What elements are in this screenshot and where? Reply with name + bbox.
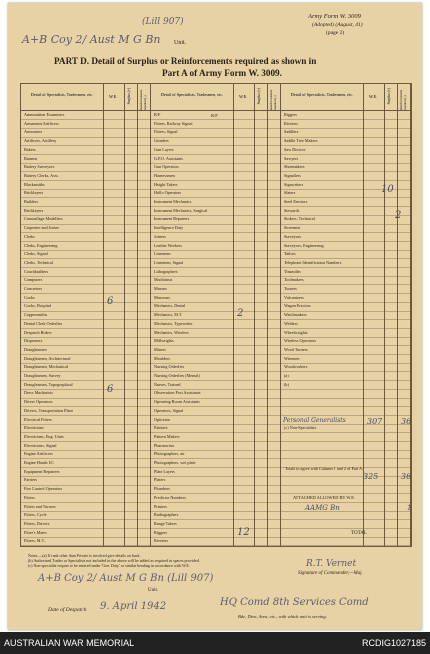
row-label: Battery Surveyors [24, 164, 55, 170]
form-ref-3: (page 2) [326, 30, 345, 36]
row-label: Dispensers [24, 338, 43, 344]
row-label: Toolmakers [284, 277, 304, 283]
row-label: Photographers, wet plate [154, 460, 196, 465]
row-label: Leather Workers [154, 242, 182, 248]
row-label: Platers [154, 477, 166, 483]
header-specialists: Detail of Specialists, Tradesmen, etc. [290, 92, 354, 97]
row-label: R/F [154, 112, 161, 117]
row-label: Gun Layers [154, 146, 174, 152]
value-mechanics-mt: 2 [237, 308, 244, 319]
row-label: Fitters, Drivers [24, 520, 50, 526]
value-totals-val1: 325 [363, 472, 379, 481]
row-label: Electricians [24, 425, 44, 431]
row-label: Electricians, Eng. Units [24, 433, 64, 439]
unit-footer-handwritten: A+B Coy 2/ Aust M G Bn (Lill 907) [38, 573, 214, 584]
header-specialists: Detail of Specialists, Tradesmen, etc. [30, 92, 94, 97]
row-label: Engine Hands I/C [24, 460, 55, 465]
row-label: Tailors [284, 251, 296, 257]
value-stokers: 2 [395, 210, 402, 221]
row-label: Printers [154, 503, 168, 509]
value-attached-val: AAMG Bn [305, 504, 340, 512]
row-label: Bricklayers [24, 207, 44, 213]
row-label: Fire Control Operators [24, 486, 63, 492]
row-label: Saw Doctors [284, 146, 306, 152]
row-label: Driver Operators [24, 399, 53, 405]
row-label: Fitter's Mates [24, 529, 47, 535]
note-3: (c) Non-specialist require to be entered under 'Gen. Duty' or similar heading in accordance with W.E. [28, 563, 190, 568]
row-label: Carpenter and Joiner [24, 225, 59, 231]
form-ref-1: Army Form W. 3009 [308, 13, 361, 20]
value-range-takers: 12 [237, 527, 250, 538]
row-label: Linesmen, Signal [154, 259, 184, 265]
row-label: Blacksmiths [24, 181, 45, 187]
row-label: Linesmen [154, 251, 171, 257]
header-specialists: Detail of Specialists, Tradesmen, etc. [160, 92, 224, 97]
value-non-specialists-val2: 36 [401, 417, 412, 426]
row-label: Moulders [154, 355, 171, 361]
detail-table [20, 83, 412, 547]
row-label: Wiremen [284, 355, 300, 361]
row-label: Nursing Orderlies [154, 364, 185, 370]
row-label: Height Takers [154, 181, 178, 187]
row-label: Turners [284, 286, 297, 291]
table-row [21, 536, 151, 546]
header-surplus: Surplus (+) [387, 88, 391, 105]
row-label: Slaters [284, 190, 296, 196]
row-label: Harnessmen [154, 172, 175, 178]
row-label: Wagon Erectors [284, 303, 311, 309]
row-label: Signwriters [284, 181, 304, 187]
row-label: Dress Machinists [24, 390, 53, 396]
column-header [151, 84, 281, 111]
row-label: Instrument Mechanics [154, 199, 192, 204]
row-label: Intelligence Duty [154, 225, 184, 231]
row-label: Mechanics, Wireless [154, 329, 189, 335]
value-draughtsmen-we: 6 [107, 384, 114, 395]
value-non-specialists-we: Personal Generalists [283, 417, 346, 424]
row-label: Batmen [24, 155, 38, 161]
note-2: (b) Authorised Trades or Specialists not included in the above will be added as required in spaces provided. [28, 558, 200, 563]
title-line-1: PART D. Detail of Surplus or Reinforcements required as shown in [54, 56, 317, 66]
row-label: Instrument Mechanics, Surgical [154, 207, 208, 213]
header-we: W.E. [239, 94, 248, 99]
row-label: Millwrights [154, 338, 174, 344]
table-column-1 [21, 84, 151, 546]
header-surplus: Surplus (+) [257, 88, 261, 105]
row-label: Coachbuilders [24, 268, 49, 274]
row-label: Clerks, Technical [24, 259, 54, 265]
row-label: Vulcanizers [284, 294, 304, 300]
totals-label: Totals to agree with Column 1 and 2 of Part A. [285, 466, 364, 471]
row-label: Observation Post Assistants [154, 390, 201, 396]
row-label: Fitters [24, 494, 35, 500]
row-label: Welders [284, 320, 298, 326]
signature-label: Signature of Commander,—Maj. [298, 571, 363, 576]
value-non-specialists-val1: 307 [367, 417, 383, 426]
header-reinforcements: Reinforcements required (-) [399, 89, 407, 110]
header-we: W.E. [369, 94, 378, 99]
column-header [281, 84, 411, 111]
columns-rf-marker: R/F [211, 113, 218, 118]
row-label: Predictor Numbers [154, 494, 186, 500]
row-label: (c) Non-Specialists [284, 425, 317, 431]
formation-handwritten: HQ Comd 8th Services Comd [220, 597, 369, 608]
row-label: Coppersmiths [24, 312, 48, 318]
row-label: Miners [154, 346, 166, 352]
row-label: (a) [284, 373, 289, 378]
row-label: Pharmacists [154, 442, 175, 448]
row-label: Range Takers [154, 520, 177, 526]
row-label: Concreters [24, 286, 43, 291]
dispatch-label: Date of Despatch [48, 607, 87, 613]
footer-left: AUSTRALIAN WAR MEMORIAL [4, 638, 135, 648]
row-label: Armourers [24, 129, 43, 135]
row-label: Saddlers [284, 129, 299, 135]
row-label: Engine Artificers [24, 451, 53, 457]
row-label: G.P.O. Assistants [154, 155, 183, 161]
row-label: Radiographers [154, 512, 179, 518]
row-label: Cooks [24, 294, 35, 300]
row-label: Camouflage Modellers [24, 216, 63, 222]
header-reinforcements: Reinforcements required (-) [139, 89, 147, 110]
row-label: Pattern Makers [154, 433, 180, 439]
row-label: Steel Erectors [284, 199, 308, 204]
row-label: Draughtsmen, Mechanical [24, 364, 69, 370]
unit-footer-label: Unit. [148, 588, 159, 593]
row-label: Stokers, Technical [284, 216, 315, 222]
row-label: Operators, Signal [154, 407, 184, 413]
archive-footer [0, 632, 430, 654]
row-label: Telephone Identification Numbers [284, 259, 342, 265]
row-label: Bricklayers [24, 190, 44, 196]
table-column-3 [281, 84, 411, 546]
row-label: Drivers, Transportation Plant [24, 407, 73, 413]
row-label: Wood Turners [284, 346, 308, 352]
table-row [151, 536, 281, 546]
unit-handwritten: A+B Coy 2/ Aust M G Bn [22, 33, 161, 46]
value-cooks-we: 6 [107, 296, 114, 307]
row-label: Battery Clerks, Asst. [24, 172, 59, 178]
row-label: Fitters, M.T. [24, 538, 45, 544]
row-label: Clerks, Signal [24, 251, 48, 257]
row-label: Armament Artificers [24, 120, 59, 126]
row-label: Riggers [284, 112, 298, 117]
total-label: TOTAL [351, 531, 367, 536]
row-label: Electricians, Signal [24, 442, 57, 448]
header-surplus: Surplus (+) [127, 88, 131, 105]
unit-note-handwritten: (Lill 907) [142, 17, 184, 27]
value-signallers: 10 [381, 184, 394, 195]
column-header [21, 84, 151, 111]
row-label: Sawyers [284, 155, 299, 161]
formation-label: Bde, Divn, Area, etc., with which unit is serving. [238, 614, 327, 619]
row-label: Grinders [154, 138, 169, 144]
row-label: Dental Clerk Orderlies [24, 320, 63, 326]
row-label: Cooks, Hospital [24, 303, 51, 309]
row-label: Plumbers [154, 486, 170, 492]
row-label: Nursing Orderlies (Mental) [154, 373, 200, 378]
row-label: Shoemakers [284, 164, 305, 170]
row-label: Fitters, Signal [154, 129, 178, 135]
row-label: Masseurs [154, 294, 170, 300]
row-label: Riggers [154, 529, 168, 535]
row-label: Opticians [154, 416, 171, 422]
row-label: Signallers [284, 172, 301, 178]
row-label: Draughtsmen, Architectural [24, 355, 71, 361]
table-row [281, 536, 411, 546]
row-label: Builders [24, 199, 39, 204]
row-label: Riveters [154, 538, 168, 544]
row-label: Wheelwrights [284, 329, 308, 335]
row-label: Mechanics, Typewriter [154, 320, 193, 326]
row-label: Fitters and Turners [24, 503, 56, 509]
row-label: Bakers [24, 146, 36, 152]
row-label: Lithographers [154, 268, 178, 274]
signature-handwritten: R.T. Vernet [306, 559, 357, 569]
row-label: Surveyors, Engineering [284, 242, 324, 248]
row-label: Fitters, Railway Signal [154, 120, 193, 126]
row-label: Stewards [284, 207, 300, 213]
form-ref-2: (Adopted) (August, 41) [312, 22, 363, 28]
row-label: Wireless Operators [284, 338, 317, 344]
row-label: Surveyors [284, 233, 301, 239]
row-label: Woodworkers [284, 364, 308, 370]
title-line-2: Part A of Army Form W. 3009. [162, 68, 282, 78]
row-label: Tinsmiths [284, 268, 301, 274]
value-totals-val2: 36 [401, 472, 412, 481]
row-label: Painters [154, 425, 168, 431]
row-label: Joiners [154, 233, 166, 239]
row-label: Draughtsmen, Survey [24, 373, 61, 378]
header-we: W.E. [109, 94, 118, 99]
note-1: Notes.—(a) If rank other than Private is involved give details on back. [28, 553, 141, 558]
row-label: Ammunition Examiners [24, 112, 65, 117]
row-label: Despatch Riders [24, 329, 52, 335]
row-label: Machinists [154, 277, 173, 283]
row-label: Draughtsmen [24, 346, 47, 352]
footer-right: RCDIG1027185 [361, 638, 426, 648]
header-reinforcements: Reinforcements required (-) [269, 89, 277, 110]
row-label: Fitters, Cycle [24, 512, 47, 518]
row-label: Plate Layers [154, 468, 175, 474]
row-label: Farriers [24, 477, 38, 483]
dispatch-date: 9. April 1942 [100, 601, 167, 612]
unit-label: Unit. [174, 40, 187, 46]
row-label: Hollo Operators [154, 190, 182, 196]
row-label: Draughtsmen, Topographical [24, 381, 73, 387]
value-attached-num: 1 [407, 504, 412, 512]
row-label: Storemen [284, 225, 301, 231]
row-label: Computers [24, 277, 43, 283]
row-label: Mechanics, M.T. [154, 312, 183, 318]
attached-label: ATTACHED ALLOWED BY W.E. [293, 495, 356, 500]
row-label: Electrical Fitters [24, 416, 52, 422]
row-label: Equipment Repairers [24, 468, 60, 474]
row-label: Clerks [24, 233, 35, 239]
row-label: Masons [154, 286, 168, 291]
row-label: Saddle Tree Makers [284, 138, 318, 144]
row-label: Gun Operators [154, 164, 179, 170]
row-label: Operating Room Assistants [154, 399, 200, 405]
form-page [8, 3, 422, 630]
row-label: Photographers, air [154, 451, 185, 457]
row-label: (b) [284, 381, 289, 387]
row-label: Instrument Repairers [154, 216, 190, 222]
row-label: Clerks, Engineering [24, 242, 58, 248]
row-label: Watchmakers [284, 312, 307, 318]
row-label: Riveters [284, 120, 298, 126]
row-label: Artificers, Artillery [24, 138, 57, 144]
row-label: Mechanics, Dental [154, 303, 186, 309]
table-column-2 [151, 84, 281, 546]
row-label: Nurses, Trained [154, 381, 181, 387]
